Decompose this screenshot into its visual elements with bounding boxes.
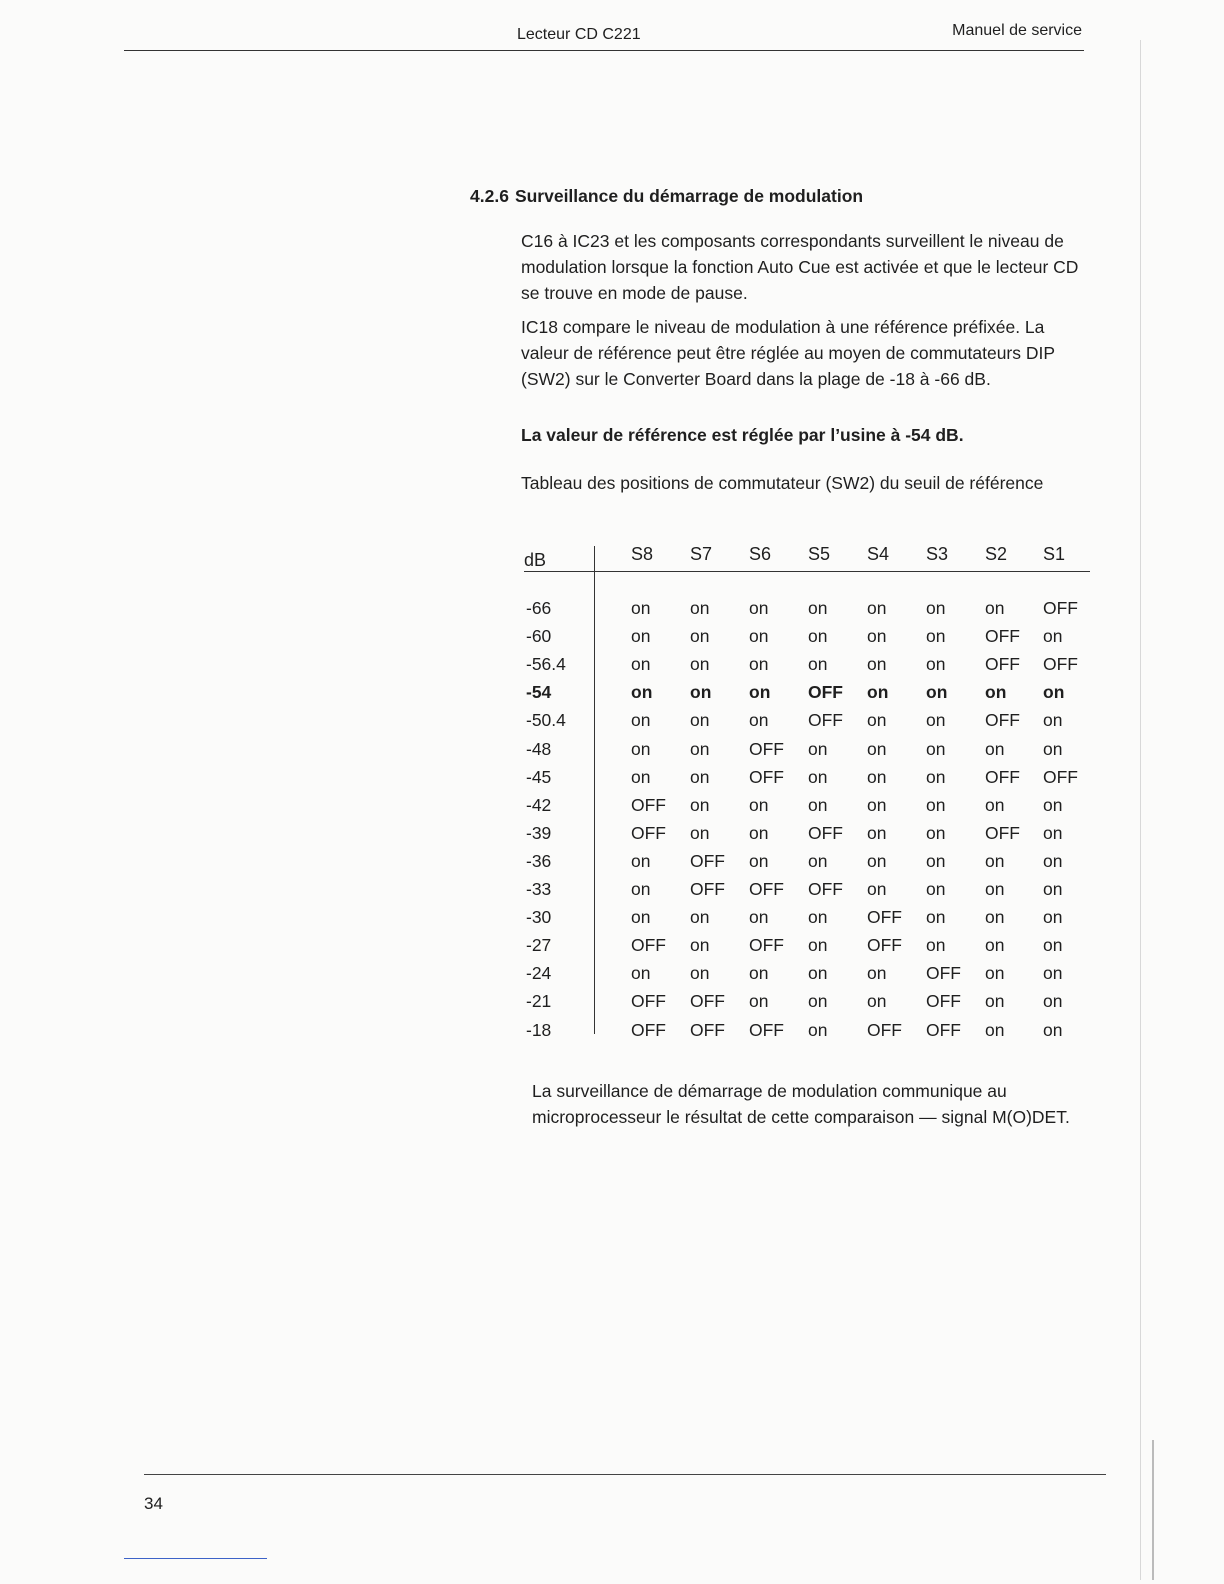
switch-state-s4: on: [867, 879, 887, 899]
switch-state-s4: on: [867, 738, 887, 759]
switch-state-s3: on: [926, 654, 946, 675]
switch-state-s7: OFF: [690, 1019, 725, 1040]
switch-state-s8: OFF: [631, 794, 666, 815]
edge-mark: [124, 1558, 267, 1559]
table-header-s8: S8: [631, 544, 654, 564]
switch-state-s1: on: [1043, 822, 1063, 843]
switch-state-s2: OFF: [985, 654, 1020, 675]
switch-state-s7: on: [690, 682, 712, 703]
db-value: -60: [526, 626, 552, 647]
db-value: -42: [526, 794, 552, 815]
switch-state-s4: OFF: [867, 935, 902, 956]
switch-state-s3: on: [926, 682, 948, 703]
db-value: -24: [526, 963, 552, 984]
switch-state-s4: on: [867, 850, 887, 871]
switch-state-s6: on: [749, 794, 769, 815]
switch-state-s8: on: [631, 654, 651, 675]
table-header-rule: [524, 571, 1090, 572]
switch-state-s4: on: [867, 626, 887, 647]
section-title: Surveillance du démarrage de modulation: [514, 186, 864, 206]
switch-state-s7: OFF: [690, 879, 725, 899]
table-header-db: dB: [524, 550, 547, 570]
page-edge: [1140, 40, 1141, 1580]
switch-state-s4: on: [867, 794, 887, 815]
switch-state-s6: on: [749, 710, 769, 731]
switch-state-s3: on: [926, 794, 946, 815]
switch-state-s1: OFF: [1043, 766, 1078, 787]
switch-state-s8: on: [631, 738, 651, 759]
switch-state-s6: OFF: [749, 738, 784, 759]
switch-state-s8: OFF: [631, 1019, 666, 1040]
db-value: -50.4: [526, 710, 566, 731]
switch-state-s7: OFF: [690, 850, 725, 871]
switch-state-s2: on: [985, 794, 1005, 815]
switch-state-s5: on: [808, 654, 828, 675]
switch-state-s7: on: [690, 766, 710, 787]
section-heading: [470, 186, 863, 207]
db-value: -54: [526, 682, 552, 703]
switch-state-s4: on: [867, 991, 887, 1012]
table-row: [524, 1020, 1090, 1048]
switch-state-s1: on: [1043, 907, 1063, 928]
db-value: -56.4: [526, 654, 566, 675]
switch-state-s1: on: [1043, 794, 1063, 815]
switch-position-table: [524, 540, 1090, 1052]
switch-state-s4: on: [867, 963, 887, 984]
switch-state-s8: on: [631, 766, 651, 787]
switch-state-s3: OFF: [926, 991, 961, 1012]
switch-state-s6: on: [749, 682, 771, 703]
switch-state-s1: on: [1043, 963, 1063, 984]
switch-state-s8: on: [631, 850, 651, 871]
db-value: -30: [526, 907, 552, 928]
switch-state-s6: on: [749, 822, 769, 843]
switch-state-s5: on: [808, 850, 828, 871]
switch-state-s7: on: [690, 822, 710, 843]
switch-state-s8: on: [631, 907, 651, 928]
switch-state-s2: on: [985, 907, 1005, 928]
db-value: -36: [526, 850, 552, 871]
switch-state-s5: on: [808, 626, 828, 647]
switch-state-s2: OFF: [985, 626, 1020, 647]
table-row: [524, 879, 1090, 907]
table-row: [524, 626, 1090, 654]
switch-state-s5: on: [808, 794, 828, 815]
switch-state-s5: OFF: [808, 710, 843, 731]
switch-state-s5: on: [808, 738, 828, 759]
table-header-s6: S6: [749, 544, 772, 564]
table-row: [524, 767, 1090, 795]
switch-state-s7: on: [690, 935, 710, 956]
switch-state-s3: on: [926, 850, 946, 871]
paragraph-factory-setting: La valeur de référence est réglée par l’usine à -54 dB.: [521, 425, 964, 445]
table-header-s7: S7: [690, 544, 713, 564]
switch-state-s3: on: [926, 879, 946, 899]
paragraph-compare: IC18 compare le niveau de modulation à une référence préfixée. La valeur de référence peut être réglée au moyen de commutateurs DIP (SW2) sur le Converter Board dans la plage de -18 à -66 dB.: [521, 317, 1055, 389]
db-value: -21: [526, 991, 552, 1012]
switch-state-s1: on: [1043, 626, 1063, 647]
header-title-right: Manuel de service: [952, 22, 1082, 39]
switch-state-s8: on: [631, 626, 651, 647]
table-header-s2: S2: [985, 544, 1008, 564]
table-header-s3: S3: [926, 544, 949, 564]
switch-state-s1: on: [1043, 935, 1063, 956]
switch-state-s2: on: [985, 879, 1005, 899]
switch-state-s6: on: [749, 907, 769, 928]
switch-state-s6: on: [749, 598, 769, 618]
switch-state-s6: OFF: [749, 935, 784, 956]
switch-state-s1: on: [1043, 991, 1063, 1012]
db-value: -48: [526, 738, 552, 759]
switch-state-s2: on: [985, 850, 1005, 871]
switch-state-s3: on: [926, 907, 946, 928]
switch-state-s3: on: [926, 766, 946, 787]
switch-state-s4: on: [867, 710, 887, 731]
switch-state-s7: on: [690, 654, 710, 675]
switch-state-s7: on: [690, 626, 710, 647]
table-row: [524, 963, 1090, 991]
switch-state-s1: OFF: [1043, 654, 1078, 675]
switch-state-s4: OFF: [867, 907, 902, 928]
switch-state-s2: OFF: [985, 710, 1020, 731]
table-header-s4: S4: [867, 544, 890, 564]
switch-state-s3: OFF: [926, 1019, 961, 1040]
switch-state-s8: on: [631, 598, 651, 618]
table-row: [524, 598, 1090, 626]
switch-state-s8: OFF: [631, 991, 666, 1012]
switch-state-s3: on: [926, 598, 946, 618]
switch-state-s2: on: [985, 598, 1005, 618]
switch-state-s5: on: [808, 935, 828, 956]
table-header-s1: S1: [1043, 544, 1066, 564]
switch-state-s1: on: [1043, 1019, 1063, 1040]
table-row: [524, 823, 1090, 851]
switch-state-s4: OFF: [867, 1019, 902, 1040]
switch-state-s6: OFF: [749, 879, 784, 899]
switch-state-s7: on: [690, 738, 710, 759]
switch-state-s5: on: [808, 963, 828, 984]
switch-state-s6: on: [749, 654, 769, 675]
switch-state-s4: on: [867, 682, 889, 703]
switch-state-s5: OFF: [808, 822, 843, 843]
switch-state-s1: on: [1043, 682, 1065, 703]
switch-state-s5: on: [808, 907, 828, 928]
switch-state-s7: OFF: [690, 991, 725, 1012]
table-row: [524, 710, 1090, 738]
switch-state-s6: on: [749, 963, 769, 984]
switch-state-s5: OFF: [808, 879, 843, 899]
header-title-left: Lecteur CD C221: [517, 26, 641, 43]
db-value: -39: [526, 822, 552, 843]
switch-state-s2: on: [985, 963, 1005, 984]
switch-state-s8: OFF: [631, 822, 666, 843]
switch-state-s4: on: [867, 822, 887, 843]
switch-state-s5: on: [808, 766, 828, 787]
switch-state-s2: on: [985, 1019, 1005, 1040]
table-row: [524, 935, 1090, 963]
switch-state-s6: on: [749, 850, 769, 871]
switch-state-s5: on: [808, 1019, 828, 1040]
switch-state-s2: on: [985, 991, 1005, 1012]
table-row: [524, 907, 1090, 935]
page-number: 34: [144, 1494, 163, 1513]
table-row: [524, 739, 1090, 767]
switch-state-s4: on: [867, 654, 887, 675]
table-header-s5: S5: [808, 544, 831, 564]
header-rule: [124, 50, 1084, 51]
switch-state-s3: on: [926, 738, 946, 759]
switch-state-s6: on: [749, 626, 769, 647]
switch-state-s3: on: [926, 822, 946, 843]
switch-state-s2: on: [985, 935, 1005, 956]
switch-state-s2: on: [985, 682, 1007, 703]
db-value: -27: [526, 935, 552, 956]
switch-state-s1: OFF: [1043, 598, 1078, 618]
switch-state-s1: on: [1043, 710, 1063, 731]
table-row: [524, 795, 1090, 823]
db-value: -18: [526, 1019, 552, 1040]
switch-state-s8: on: [631, 710, 651, 731]
db-value: -66: [526, 598, 552, 618]
switch-state-s4: on: [867, 766, 887, 787]
section-number: 4.2.6: [470, 186, 509, 206]
switch-state-s1: on: [1043, 850, 1063, 871]
switch-state-s7: on: [690, 907, 710, 928]
switch-state-s5: OFF: [808, 682, 843, 703]
switch-state-s7: on: [690, 710, 710, 731]
switch-state-s1: on: [1043, 879, 1063, 899]
switch-state-s8: OFF: [631, 935, 666, 956]
switch-state-s2: on: [985, 738, 1005, 759]
paragraph-result: La surveillance de démarrage de modulation communique au microprocesseur le résultat de cette comparaison — signal M(O)DET.: [532, 1081, 1070, 1127]
switch-state-s7: on: [690, 598, 710, 618]
paragraph-intro: C16 à IC23 et les composants correspondants surveillent le niveau de modulation lorsque la fonction Auto Cue est activée et que le lecteur CD se trouve en mode de pause.: [521, 231, 1079, 303]
switch-state-s2: OFF: [985, 766, 1020, 787]
table-row: [524, 991, 1090, 1019]
switch-state-s3: on: [926, 935, 946, 956]
table-row: [524, 682, 1090, 710]
db-value: -33: [526, 879, 552, 899]
page-edge-lower: [1152, 1440, 1154, 1580]
switch-state-s8: on: [631, 682, 653, 703]
switch-state-s3: OFF: [926, 963, 961, 984]
db-value: -45: [526, 766, 552, 787]
switch-state-s7: on: [690, 963, 710, 984]
switch-state-s6: OFF: [749, 1019, 784, 1040]
switch-state-s8: on: [631, 879, 651, 899]
switch-state-s3: on: [926, 626, 946, 647]
footer-rule: [144, 1474, 1106, 1475]
table-caption: Tableau des positions de commutateur (SW2) du seuil de référence: [521, 473, 1044, 493]
switch-state-s7: on: [690, 794, 710, 815]
switch-state-s5: on: [808, 991, 828, 1012]
switch-state-s4: on: [867, 598, 887, 618]
switch-state-s5: on: [808, 598, 828, 618]
switch-state-s1: on: [1043, 738, 1063, 759]
switch-state-s6: on: [749, 991, 769, 1012]
table-row: [524, 654, 1090, 682]
table-row: [524, 851, 1090, 879]
switch-state-s2: OFF: [985, 822, 1020, 843]
switch-state-s8: on: [631, 963, 651, 984]
switch-state-s6: OFF: [749, 766, 784, 787]
switch-state-s3: on: [926, 710, 946, 731]
